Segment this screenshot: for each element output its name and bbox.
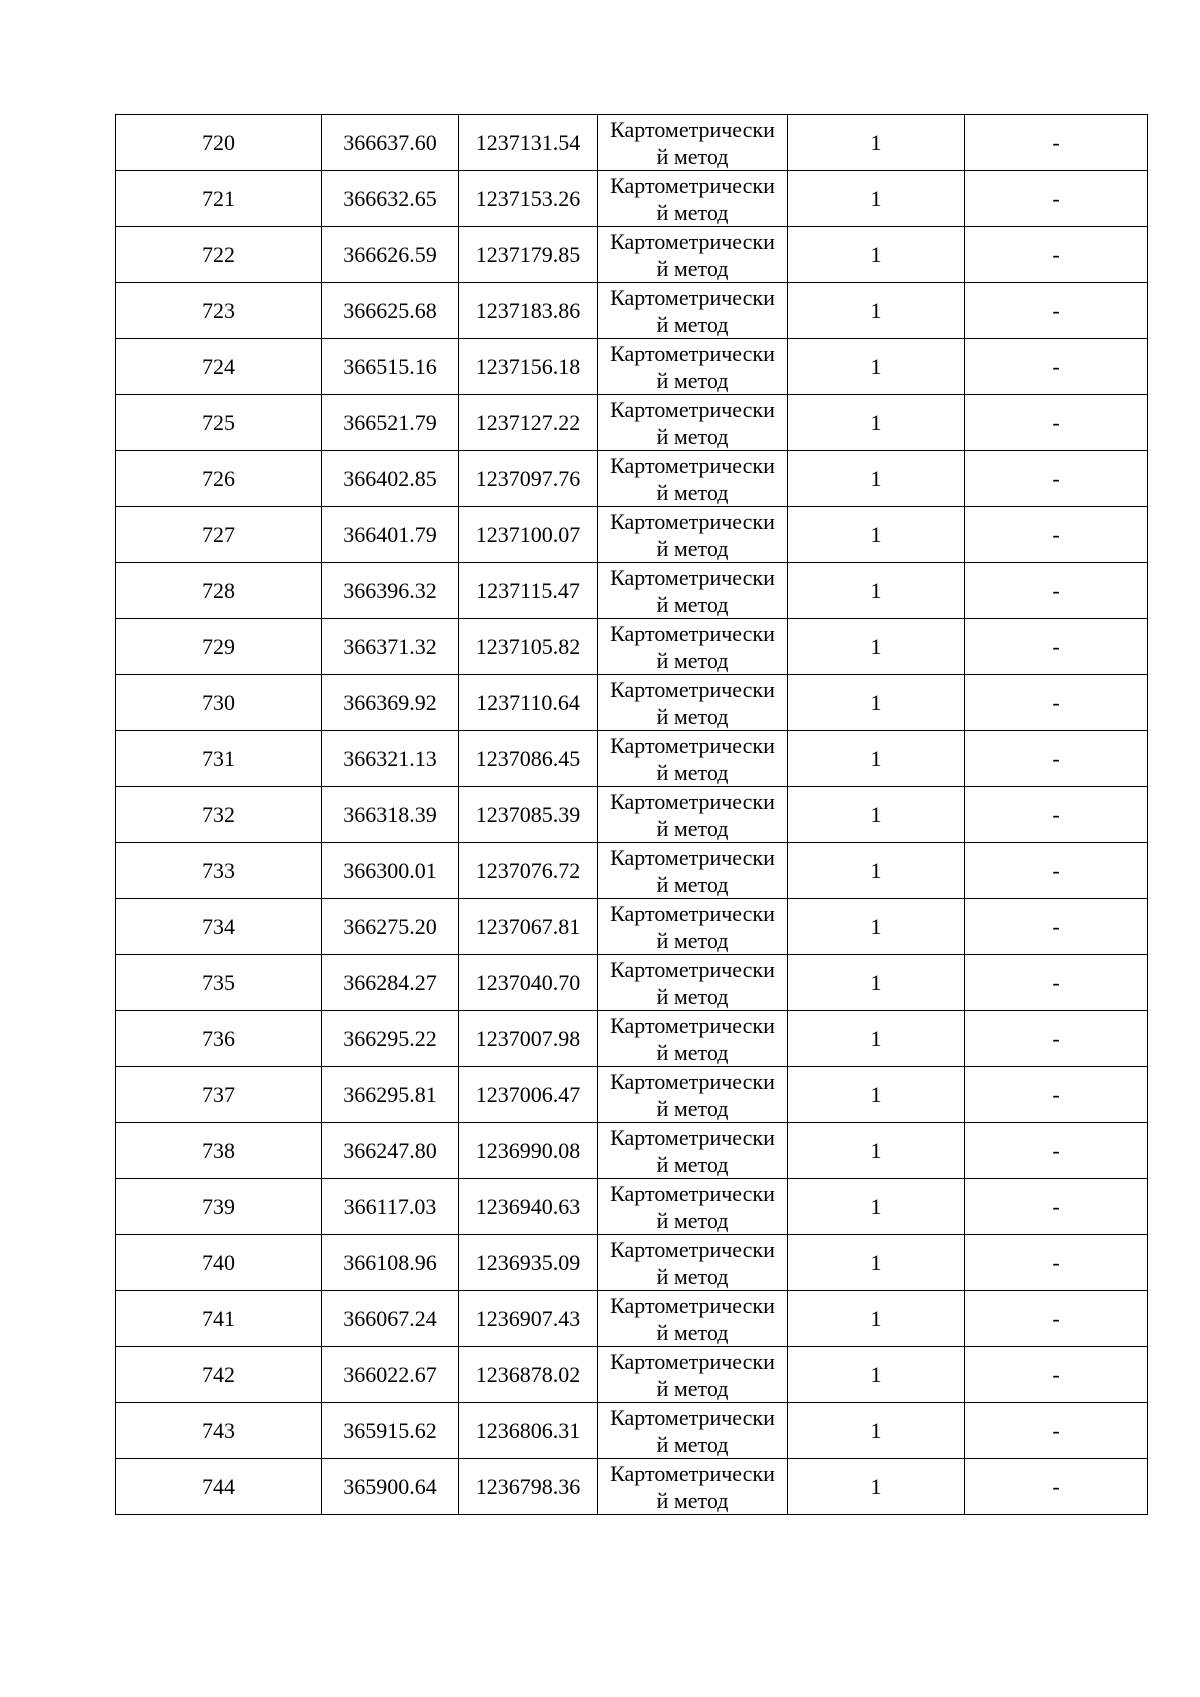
method-text-line1: Картометрически — [610, 1292, 775, 1318]
note-cell: - — [965, 339, 1148, 395]
x-coordinate-cell: 366300.01 — [322, 843, 459, 899]
method-cell — [598, 1067, 788, 1123]
note-cell: - — [965, 563, 1148, 619]
method-text-line2: й метод — [656, 255, 729, 281]
method-text-line2: й метод — [656, 759, 729, 785]
accuracy-cell: 1 — [788, 1011, 965, 1067]
method-text-line1: Картометрически — [610, 1460, 775, 1486]
x-coordinate-cell: 366108.96 — [322, 1235, 459, 1291]
y-coordinate-cell: 1237076.72 — [459, 843, 598, 899]
accuracy-cell: 1 — [788, 1403, 965, 1459]
note-cell: - — [965, 1459, 1148, 1515]
accuracy-cell: 1 — [788, 1291, 965, 1347]
y-coordinate-cell: 1237131.54 — [459, 115, 598, 171]
point-number-cell: 739 — [116, 1179, 322, 1235]
accuracy-cell: 1 — [788, 675, 965, 731]
x-coordinate-cell: 366247.80 — [322, 1123, 459, 1179]
accuracy-cell: 1 — [788, 171, 965, 227]
note-cell: - — [965, 843, 1148, 899]
method-cell — [598, 1179, 788, 1235]
table-row — [116, 1179, 1148, 1235]
note-cell: - — [965, 1291, 1148, 1347]
point-number-cell: 722 — [116, 227, 322, 283]
table-row — [116, 227, 1148, 283]
accuracy-cell: 1 — [788, 115, 965, 171]
method-text-line1: Картометрически — [610, 452, 775, 478]
point-number-cell: 738 — [116, 1123, 322, 1179]
accuracy-cell: 1 — [788, 339, 965, 395]
x-coordinate-cell: 366626.59 — [322, 227, 459, 283]
point-number-cell: 736 — [116, 1011, 322, 1067]
accuracy-cell: 1 — [788, 899, 965, 955]
method-text-line1: Картометрически — [610, 620, 775, 646]
table-row — [116, 619, 1148, 675]
point-number-cell: 724 — [116, 339, 322, 395]
table-row — [116, 899, 1148, 955]
point-number-cell: 733 — [116, 843, 322, 899]
point-number-cell: 740 — [116, 1235, 322, 1291]
method-text-line2: й метод — [656, 871, 729, 897]
method-cell — [598, 787, 788, 843]
y-coordinate-cell: 1237086.45 — [459, 731, 598, 787]
accuracy-cell: 1 — [788, 451, 965, 507]
x-coordinate-cell: 366401.79 — [322, 507, 459, 563]
x-coordinate-cell: 366625.68 — [322, 283, 459, 339]
method-text-line2: й метод — [656, 1207, 729, 1233]
accuracy-cell: 1 — [788, 1235, 965, 1291]
method-text-line2: й метод — [656, 591, 729, 617]
method-cell — [598, 899, 788, 955]
note-cell: - — [965, 395, 1148, 451]
method-cell — [598, 283, 788, 339]
table-row — [116, 395, 1148, 451]
method-text-line1: Картометрически — [610, 1124, 775, 1150]
x-coordinate-cell: 366117.03 — [322, 1179, 459, 1235]
method-text-line2: й метод — [656, 199, 729, 225]
note-cell: - — [965, 1179, 1148, 1235]
method-cell — [598, 1403, 788, 1459]
note-cell: - — [965, 1235, 1148, 1291]
note-cell: - — [965, 1067, 1148, 1123]
point-number-cell: 734 — [116, 899, 322, 955]
method-cell — [598, 1011, 788, 1067]
note-cell: - — [965, 1011, 1148, 1067]
accuracy-cell: 1 — [788, 787, 965, 843]
method-text-line2: й метод — [656, 1487, 729, 1513]
accuracy-cell: 1 — [788, 1347, 965, 1403]
method-text-line1: Картометрически — [610, 676, 775, 702]
x-coordinate-cell: 366321.13 — [322, 731, 459, 787]
y-coordinate-cell: 1236935.09 — [459, 1235, 598, 1291]
method-cell — [598, 395, 788, 451]
method-text-line1: Картометрически — [610, 1180, 775, 1206]
table-row — [116, 1011, 1148, 1067]
method-text-line2: й метод — [656, 479, 729, 505]
method-cell — [598, 955, 788, 1011]
method-text-line2: й метод — [656, 815, 729, 841]
point-number-cell: 723 — [116, 283, 322, 339]
note-cell: - — [965, 675, 1148, 731]
method-cell — [598, 171, 788, 227]
method-cell — [598, 451, 788, 507]
method-text-line1: Картометрически — [610, 1348, 775, 1374]
method-cell — [598, 227, 788, 283]
table-row — [116, 1235, 1148, 1291]
y-coordinate-cell: 1237085.39 — [459, 787, 598, 843]
table-row — [116, 955, 1148, 1011]
x-coordinate-cell: 366371.32 — [322, 619, 459, 675]
x-coordinate-cell: 366275.20 — [322, 899, 459, 955]
y-coordinate-cell: 1237040.70 — [459, 955, 598, 1011]
y-coordinate-cell: 1237067.81 — [459, 899, 598, 955]
y-coordinate-cell: 1236806.31 — [459, 1403, 598, 1459]
point-number-cell: 732 — [116, 787, 322, 843]
point-number-cell: 721 — [116, 171, 322, 227]
coordinates-table — [115, 114, 1148, 1515]
y-coordinate-cell: 1236990.08 — [459, 1123, 598, 1179]
x-coordinate-cell: 365915.62 — [322, 1403, 459, 1459]
point-number-cell: 737 — [116, 1067, 322, 1123]
y-coordinate-cell: 1237105.82 — [459, 619, 598, 675]
accuracy-cell: 1 — [788, 731, 965, 787]
point-number-cell: 741 — [116, 1291, 322, 1347]
y-coordinate-cell: 1237006.47 — [459, 1067, 598, 1123]
method-text-line2: й метод — [656, 311, 729, 337]
table-row — [116, 1291, 1148, 1347]
method-text-line1: Картометрически — [610, 172, 775, 198]
note-cell: - — [965, 787, 1148, 843]
method-text-line1: Картометрически — [610, 788, 775, 814]
y-coordinate-cell: 1237115.47 — [459, 563, 598, 619]
method-text-line2: й метод — [656, 367, 729, 393]
note-cell: - — [965, 899, 1148, 955]
y-coordinate-cell: 1237156.18 — [459, 339, 598, 395]
x-coordinate-cell: 366632.65 — [322, 171, 459, 227]
method-cell — [598, 1235, 788, 1291]
table-row — [116, 675, 1148, 731]
y-coordinate-cell: 1237179.85 — [459, 227, 598, 283]
table-row — [116, 843, 1148, 899]
x-coordinate-cell: 366369.92 — [322, 675, 459, 731]
method-cell — [598, 339, 788, 395]
x-coordinate-cell: 366022.67 — [322, 1347, 459, 1403]
method-text-line2: й метод — [656, 703, 729, 729]
note-cell: - — [965, 1403, 1148, 1459]
table-row — [116, 1459, 1148, 1515]
method-text-line2: й метод — [656, 1319, 729, 1345]
method-text-line2: й метод — [656, 1263, 729, 1289]
method-cell — [598, 1459, 788, 1515]
method-cell — [598, 1347, 788, 1403]
coordinates-table-body — [116, 115, 1148, 1515]
method-text-line2: й метод — [656, 1431, 729, 1457]
y-coordinate-cell: 1236878.02 — [459, 1347, 598, 1403]
accuracy-cell: 1 — [788, 507, 965, 563]
note-cell: - — [965, 955, 1148, 1011]
accuracy-cell: 1 — [788, 395, 965, 451]
method-text-line1: Картометрически — [610, 508, 775, 534]
x-coordinate-cell: 366515.16 — [322, 339, 459, 395]
note-cell: - — [965, 1347, 1148, 1403]
point-number-cell: 731 — [116, 731, 322, 787]
point-number-cell: 743 — [116, 1403, 322, 1459]
accuracy-cell: 1 — [788, 1459, 965, 1515]
method-text-line2: й метод — [656, 983, 729, 1009]
y-coordinate-cell: 1237183.86 — [459, 283, 598, 339]
x-coordinate-cell: 366318.39 — [322, 787, 459, 843]
point-number-cell: 735 — [116, 955, 322, 1011]
accuracy-cell: 1 — [788, 563, 965, 619]
method-text-line1: Картометрически — [610, 732, 775, 758]
method-text-line1: Картометрически — [610, 844, 775, 870]
table-row — [116, 339, 1148, 395]
accuracy-cell: 1 — [788, 955, 965, 1011]
table-row — [116, 1123, 1148, 1179]
method-text-line2: й метод — [656, 143, 729, 169]
y-coordinate-cell: 1237110.64 — [459, 675, 598, 731]
table-row — [116, 1067, 1148, 1123]
method-text-line1: Картометрически — [610, 228, 775, 254]
table-row — [116, 171, 1148, 227]
note-cell: - — [965, 227, 1148, 283]
method-text-line1: Картометрически — [610, 1404, 775, 1430]
point-number-cell: 725 — [116, 395, 322, 451]
note-cell: - — [965, 115, 1148, 171]
x-coordinate-cell: 366067.24 — [322, 1291, 459, 1347]
method-text-line1: Картометрически — [610, 1236, 775, 1262]
method-text-line1: Картометрически — [610, 284, 775, 310]
accuracy-cell: 1 — [788, 619, 965, 675]
method-cell — [598, 507, 788, 563]
method-cell — [598, 1123, 788, 1179]
accuracy-cell: 1 — [788, 1179, 965, 1235]
accuracy-cell: 1 — [788, 1123, 965, 1179]
method-cell — [598, 1291, 788, 1347]
point-number-cell: 728 — [116, 563, 322, 619]
y-coordinate-cell: 1237127.22 — [459, 395, 598, 451]
method-cell — [598, 843, 788, 899]
accuracy-cell: 1 — [788, 1067, 965, 1123]
method-text-line1: Картометрически — [610, 956, 775, 982]
point-number-cell: 720 — [116, 115, 322, 171]
method-cell — [598, 115, 788, 171]
point-number-cell: 727 — [116, 507, 322, 563]
note-cell: - — [965, 731, 1148, 787]
point-number-cell: 726 — [116, 451, 322, 507]
accuracy-cell: 1 — [788, 227, 965, 283]
method-text-line1: Картометрически — [610, 340, 775, 366]
method-text-line2: й метод — [656, 423, 729, 449]
table-row — [116, 283, 1148, 339]
y-coordinate-cell: 1236798.36 — [459, 1459, 598, 1515]
table-row — [116, 563, 1148, 619]
y-coordinate-cell: 1236940.63 — [459, 1179, 598, 1235]
x-coordinate-cell: 366295.22 — [322, 1011, 459, 1067]
x-coordinate-cell: 365900.64 — [322, 1459, 459, 1515]
method-text-line1: Картометрически — [610, 396, 775, 422]
x-coordinate-cell: 366295.81 — [322, 1067, 459, 1123]
table-row — [116, 115, 1148, 171]
y-coordinate-cell: 1237097.76 — [459, 451, 598, 507]
table-row — [116, 731, 1148, 787]
y-coordinate-cell: 1237100.07 — [459, 507, 598, 563]
method-text-line2: й метод — [656, 1151, 729, 1177]
table-row — [116, 507, 1148, 563]
note-cell: - — [965, 451, 1148, 507]
table-row — [116, 787, 1148, 843]
note-cell: - — [965, 283, 1148, 339]
table-row — [116, 1403, 1148, 1459]
method-text-line2: й метод — [656, 535, 729, 561]
note-cell: - — [965, 171, 1148, 227]
y-coordinate-cell: 1237153.26 — [459, 171, 598, 227]
y-coordinate-cell: 1236907.43 — [459, 1291, 598, 1347]
point-number-cell: 744 — [116, 1459, 322, 1515]
point-number-cell: 730 — [116, 675, 322, 731]
table-row — [116, 451, 1148, 507]
note-cell: - — [965, 619, 1148, 675]
method-cell — [598, 619, 788, 675]
accuracy-cell: 1 — [788, 283, 965, 339]
y-coordinate-cell: 1237007.98 — [459, 1011, 598, 1067]
x-coordinate-cell: 366396.32 — [322, 563, 459, 619]
point-number-cell: 729 — [116, 619, 322, 675]
method-text-line2: й метод — [656, 647, 729, 673]
x-coordinate-cell: 366637.60 — [322, 115, 459, 171]
method-text-line1: Картометрически — [610, 564, 775, 590]
x-coordinate-cell: 366402.85 — [322, 451, 459, 507]
note-cell: - — [965, 507, 1148, 563]
method-text-line1: Картометрически — [610, 900, 775, 926]
method-text-line2: й метод — [656, 1039, 729, 1065]
accuracy-cell: 1 — [788, 843, 965, 899]
table-row — [116, 1347, 1148, 1403]
x-coordinate-cell: 366521.79 — [322, 395, 459, 451]
method-cell — [598, 731, 788, 787]
point-number-cell: 742 — [116, 1347, 322, 1403]
x-coordinate-cell: 366284.27 — [322, 955, 459, 1011]
note-cell: - — [965, 1123, 1148, 1179]
method-text-line1: Картометрически — [610, 116, 775, 142]
method-text-line2: й метод — [656, 1375, 729, 1401]
method-cell — [598, 675, 788, 731]
method-text-line2: й метод — [656, 927, 729, 953]
method-cell — [598, 563, 788, 619]
method-text-line1: Картометрически — [610, 1012, 775, 1038]
method-text-line1: Картометрически — [610, 1068, 775, 1094]
method-text-line2: й метод — [656, 1095, 729, 1121]
